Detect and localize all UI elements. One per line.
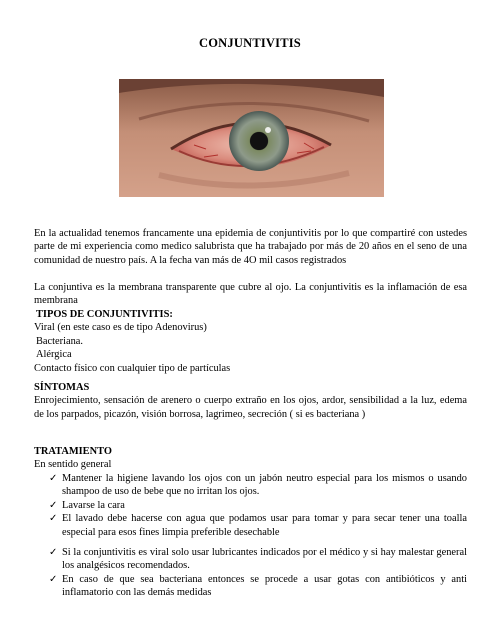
symptoms-section: [34, 381, 467, 421]
definition-paragraph: La conjuntiva es la membrana transparente que cubre al ojo. La conjuntivitis es la inflamación de esa membrana: [34, 282, 467, 307]
treatment-heading: TRATAMIENTO: [34, 446, 112, 457]
treatment-list-1: [34, 472, 467, 539]
page-title: CONJUNTIVITIS: [199, 36, 301, 50]
checkmark-icon: ✓: [49, 499, 58, 511]
intro-paragraph: En la actualidad tenemos francamente una epidemia de conjuntivitis por lo que compartiré con ustedes parte de mi experiencia como medico salubrista que ha trabajado por más de 20 años en el seno de una comunidad de nuestro país. A la fecha van más de 4O mil casos registrados: [34, 228, 467, 266]
treatment-item: ✓ Mantener la higiene lavando los ojos con un jabón neutro especial para los mismos o usando shampoo de uso de bebe que no irritan los ojos.: [49, 473, 467, 498]
checkmark-icon: ✓: [49, 513, 58, 525]
checkmark-icon: ✓: [49, 547, 58, 558]
symptoms-text: Enrojecimiento, sensación de arenero o cuerpo extraño en los ojos, ardor, sensibilidad a la luz, edema de los parpados, picazón, visión borrosa, lagrimeo, secreción ( si es bacteriana ): [34, 395, 467, 420]
types-heading: TIPOS DE CONJUNTIVITIS:: [36, 309, 173, 320]
treatment-item: ✓ El lavado debe hacerse con agua que podamos usar para tomar y para secar tener una toalla especial para esos fines limpia preferible desechable: [49, 513, 467, 538]
treatment-subheading: En sentido general: [34, 459, 112, 471]
treatment-heading-block: [34, 445, 467, 472]
checkmark-icon: ✓: [49, 573, 58, 585]
treatment-list-2: [34, 546, 467, 600]
treatment-item: ✓ Lavarse la cara: [49, 499, 125, 511]
treatment-item: ✓ Si la conjuntivitis es viral solo usar lubricantes indicados por el médico y si hay malestar general los analgésicos recomendados.: [49, 547, 467, 572]
type-item: Contacto físico con cualquier tipo de partículas: [34, 362, 231, 374]
types-section: [34, 308, 467, 375]
checkmark-icon: ✓: [49, 473, 58, 484]
type-item: Alérgica: [36, 349, 72, 361]
type-item: Bacteriana.: [36, 335, 84, 347]
type-item: Viral (en este caso es de tipo Adenovirus): [34, 322, 207, 334]
red-eye-photo: [119, 79, 384, 197]
treatment-item: ✓ En caso de que sea bacteriana entonces se procede a usar gotas con antibióticos y anti inflamatorio con las demás medidas: [49, 573, 467, 599]
symptoms-heading: SÍNTOMAS: [34, 382, 90, 393]
